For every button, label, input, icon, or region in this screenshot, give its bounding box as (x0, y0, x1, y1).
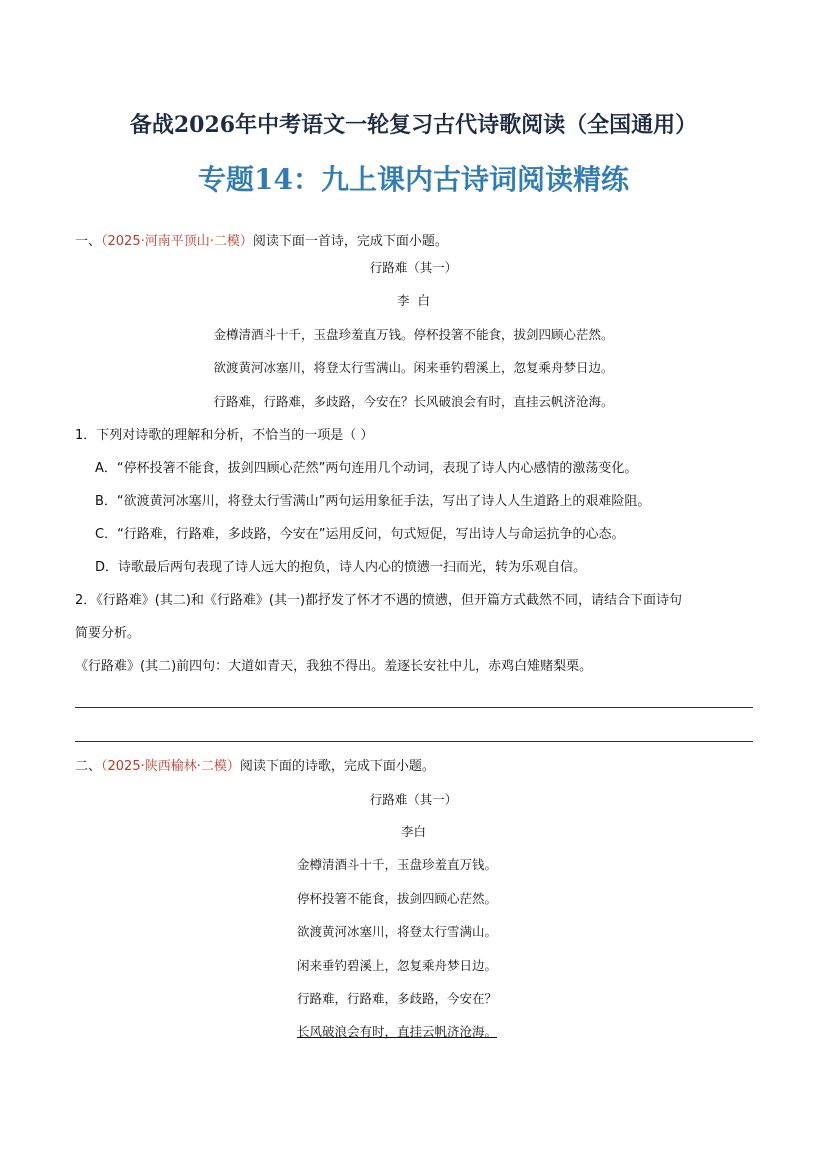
poem-title: 行路难（其一） (369, 792, 458, 807)
option-b: B．“欲渡黄河冰塞川，将登太行雪满山”两句运用象征手法，写出了诗人人生道路上的艰难险阻。 (95, 494, 651, 509)
poem-line: 停杯投箸不能食，拔剑四顾心茫然。 (297, 891, 498, 906)
section-source: （2025·河南平顶山·二模） (101, 234, 253, 249)
poem-line: 行路难，行路难，多歧路，今安在？长风破浪会有时，直挂云帆济沧海。 (213, 394, 614, 409)
question-2-quote: 《行路难》(其二)前四句：大道如青天，我独不得出。羞逐长安社中儿，赤鸡白雉赌梨栗。 (75, 659, 593, 674)
poem-line: 行路难，行路难，多歧路，今安在？ (297, 991, 498, 1006)
section-source: （2025·陕西榆林·二模） (101, 759, 240, 774)
answer-line[interactable] (75, 707, 753, 708)
document-subtitle: 专题14：九上课内古诗词阅读精练 (198, 163, 629, 196)
poem-line: 闲来垂钓碧溪上，忽复乘舟梦日边。 (297, 958, 498, 973)
section-instruction: 阅读下面一首诗，完成下面小题。 (252, 234, 448, 249)
poem-title: 行路难（其一） (369, 260, 458, 275)
option-d: D．诗歌最后两句表现了诗人远大的抱负，诗人内心的愤懑一扫而光，转为乐观自信。 (95, 560, 587, 575)
poem-author: 李白 (400, 824, 426, 839)
section2-heading (75, 759, 435, 775)
question-2-stem-cont: 简要分析。 (75, 626, 141, 641)
question-1-stem: 1．下列对诗歌的理解和分析，不恰当的一项是（ ） (75, 428, 374, 443)
poem-line: 欲渡黄河冰塞川，将登太行雪满山。闲来垂钓碧溪上，忽复乘舟梦日边。 (213, 360, 614, 375)
section1-heading (75, 234, 448, 250)
section-number: 一、 (75, 234, 102, 249)
poem-line-underlined: 长风破浪会有时，直挂云帆济沧海。 (297, 1024, 498, 1039)
document-title: 备战2026年中考语文一轮复习古代诗歌阅读（全国通用） (129, 112, 698, 138)
poem-author: 李 白 (397, 293, 430, 308)
poem-line: 金樽清酒斗十千，玉盘珍羞直万钱。停杯投箸不能食，拔剑四顾心茫然。 (213, 327, 614, 342)
answer-line[interactable] (75, 741, 753, 742)
section-number: 二、 (75, 759, 102, 774)
section-instruction: 阅读下面的诗歌，完成下面小题。 (239, 759, 435, 774)
poem-line: 欲渡黄河冰塞川，将登太行雪满山。 (297, 924, 498, 939)
option-a: A．“停杯投箸不能食，拔剑四顾心茫然”两句连用几个动词，表现了诗人内心感情的激荡变化。 (95, 461, 638, 476)
poem-line: 金樽清酒斗十千，玉盘珍羞直万钱。 (297, 857, 498, 872)
option-c: C．“行路难，行路难，多歧路，今安在”运用反问，句式短促，写出诗人与命运抗争的心态。 (95, 527, 625, 542)
question-2-stem: 2．《行路难》(其二)和《行路难》(其一)都抒发了怀才不遇的愤懑，但开篇方式截然不同，请结合下面诗句 (75, 593, 683, 608)
